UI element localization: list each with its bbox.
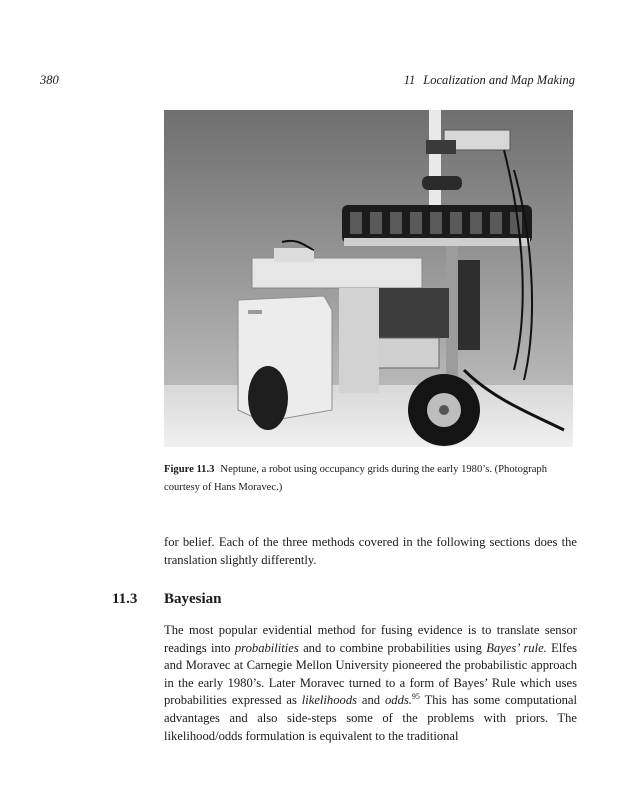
page-number: 380 — [40, 73, 59, 87]
para2-text-1: The most popular evidential method for fusing evidence is to translate sensor readings into — [164, 623, 577, 655]
running-header — [404, 73, 575, 88]
section-number: 11.3 — [112, 591, 138, 607]
term-likelihoods: likelihoods — [301, 693, 358, 708]
figure-photo — [164, 110, 573, 447]
body-paragraph-1: for belief. Each of the three methods covered in the following sections does the translation slightly differently. — [164, 535, 577, 567]
figure-caption-text: Neptune, a robot using occupancy grids during the early 1980’s. (Photograph courtesy of Hans Moravec.) — [164, 464, 547, 493]
para2-text-3: Elfes and Moravec at Carnegie Mellon University pioneered the probabilistic approach in the early 1980’s. Later Moravec turned to a form of Bayes’ Rule which uses probabilities expressed as — [164, 640, 577, 708]
figure-label: Figure 11.3 — [164, 464, 215, 475]
footnote-marker[interactable]: 95 — [411, 692, 420, 702]
para2-text-4: and — [357, 693, 385, 708]
section-heading — [112, 591, 222, 608]
para2-text-5: This has some computational advantages and also side-steps some of the problems with priors. The likelihood/odds formulation is equivalent to the traditional — [164, 693, 578, 743]
figure-caption — [164, 461, 577, 497]
chapter-title: Localization and Map Making — [423, 73, 575, 87]
para2-text-2: and to combine probabilities using — [298, 640, 487, 655]
chapter-number: 11 — [403, 73, 416, 87]
term-probabilities: probabilities — [234, 640, 299, 655]
term-odds: odds. — [384, 693, 412, 708]
body-paragraph-2 — [164, 622, 577, 745]
section-title: Bayesian — [164, 591, 222, 607]
term-bayes-rule: Bayes’ rule. — [486, 640, 547, 655]
